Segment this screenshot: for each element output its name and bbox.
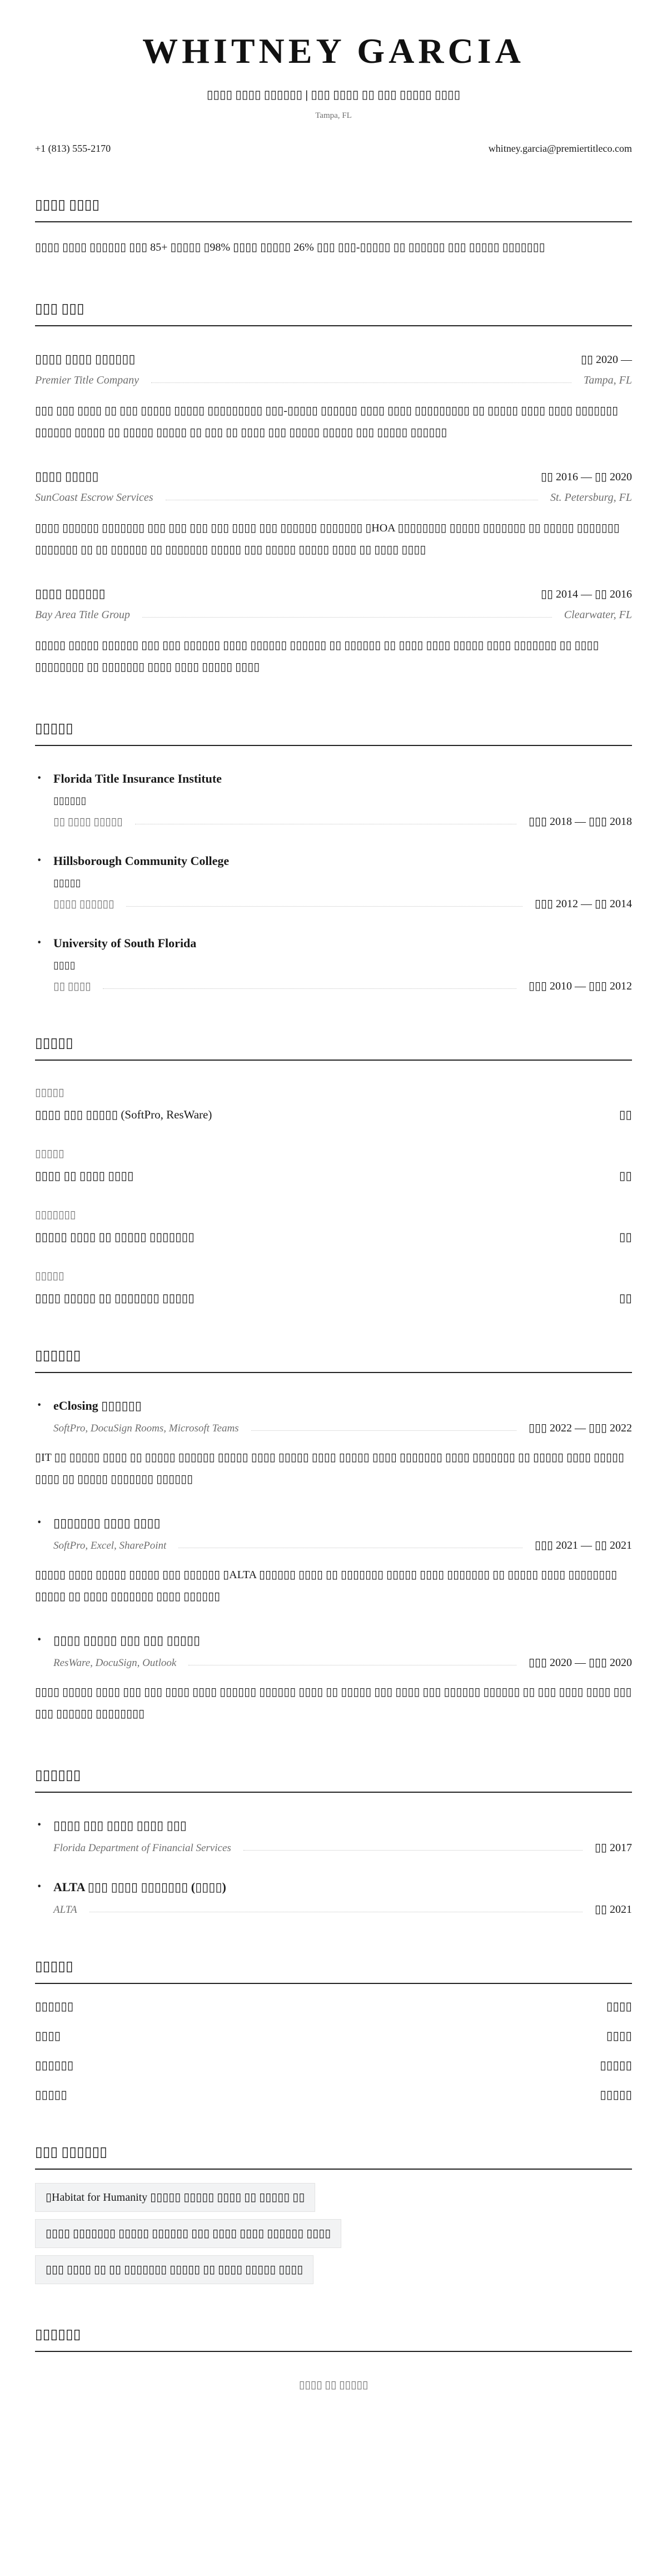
language-name: ▯▯▯▯▯▯ xyxy=(35,2000,74,2013)
project-item xyxy=(35,1399,632,1490)
skill-level: ▯▯ xyxy=(619,1169,632,1183)
education-meta xyxy=(53,979,632,993)
certification-meta xyxy=(53,1902,632,1916)
education-meta xyxy=(53,897,632,911)
dotted-leader xyxy=(151,382,571,383)
dotted-leader xyxy=(243,1850,583,1851)
section-education xyxy=(35,720,632,993)
skill-level: ▯▯ xyxy=(619,1230,632,1244)
degree-text: ▯▯▯▯▯▯ xyxy=(53,795,87,807)
language-level: ▯▯▯▯▯ xyxy=(600,2088,632,2102)
location-text: Tampa, FL xyxy=(315,111,352,121)
certification-issuer: ALTA xyxy=(53,1904,77,1916)
language-name: ▯▯▯▯▯ xyxy=(35,2088,67,2102)
project-description: ▯▯▯▯ ▯▯▯▯▯ ▯▯▯▯ ▯▯▯ ▯▯▯ ▯▯▯▯ ▯▯▯▯ ▯▯▯▯▯▯ ▯▯▯▯▯▯ ▯▯▯▯ ▯▯ ▯▯▯▯▯ ▯▯▯ ▯▯▯▯ ▯▯▯ ▯▯▯▯▯▯ ▯▯▯▯▯▯ ▯▯ ▯▯▯ ▯▯▯▯ ▯▯▯▯ ▯▯▯ ▯▯▯ ▯▯▯▯▯▯ ▯▯▯▯▯▯▯▯ xyxy=(35,1686,632,1720)
project-header-block xyxy=(35,1633,632,1669)
work-heading: ▯▯▯ ▯▯▯ xyxy=(35,301,632,326)
phone-text: +1 (813) 555-2170 xyxy=(35,143,111,155)
skill-name: ▯▯▯▯▯ ▯▯▯▯ ▯▯ ▯▯▯▯▯ ▯▯▯▯▯▯▯ xyxy=(35,1230,195,1244)
skills-heading: ▯▯▯▯▯ xyxy=(35,1035,632,1061)
education-meta xyxy=(53,814,632,828)
job-header xyxy=(35,586,632,601)
field-text: ▯▯▯▯ ▯▯▯▯▯▯ xyxy=(53,898,115,911)
skill-group xyxy=(35,1209,632,1244)
education-heading: ▯▯▯▯▯ xyxy=(35,720,632,746)
section-languages xyxy=(35,1958,632,2102)
language-level: ▯▯▯▯ xyxy=(606,2029,632,2043)
project-dates: ▯▯▯ 2020 — ▯▯▯ 2020 xyxy=(528,1657,632,1669)
section-skills xyxy=(35,1035,632,1305)
interest-chip: ▯▯▯▯ ▯▯▯▯▯▯▯ ▯▯▯▯▯ ▯▯▯▯▯▯ ▯▯▯ ▯▯▯▯ ▯▯▯▯ ▯▯▯▯▯▯ ▯▯▯▯ xyxy=(35,2219,341,2248)
skill-category-label: ▯▯▯▯▯ xyxy=(35,1087,64,1099)
education-dates: ▯▯▯ 2018 — ▯▯▯ 2018 xyxy=(528,815,632,828)
skill-row xyxy=(35,1169,632,1183)
dotted-leader xyxy=(126,906,522,907)
interests-heading: ▯▯▯ ▯▯▯▯▯▯ xyxy=(35,2144,632,2170)
education-dates: ▯▯▯ 2010 — ▯▯▯ 2012 xyxy=(528,980,632,993)
job-header xyxy=(35,352,632,366)
education-item xyxy=(35,772,632,828)
skill-row xyxy=(35,1230,632,1244)
job-title: ▯▯▯▯ ▯▯▯▯ ▯▯▯▯▯▯ xyxy=(35,352,136,366)
section-summary xyxy=(35,197,632,258)
job-location: Clearwater, FL xyxy=(564,609,632,621)
field-text: ▯▯ ▯▯▯▯ ▯▯▯▯▯ xyxy=(53,816,123,828)
company-name: Premier Title Company xyxy=(35,374,140,387)
section-interests xyxy=(35,2144,632,2284)
summary-text: ▯▯▯▯ ▯▯▯▯ ▯▯▯▯▯▯ ▯▯▯ 85+ ▯▯▯▯▯ ▯98% ▯▯▯▯ ▯▯▯▯▯ 26% ▯▯▯ ▯▯▯-▯▯▯▯▯ ▯▯ ▯▯▯▯▯▯ ▯▯▯ ▯▯▯▯▯ ▯▯▯▯▯▯▯ xyxy=(35,241,545,254)
skill-level: ▯▯ xyxy=(619,1108,632,1122)
project-item xyxy=(35,1633,632,1725)
project-header-block xyxy=(35,1516,632,1552)
language-row xyxy=(35,2029,632,2043)
project-description: ▯IT ▯▯ ▯▯▯▯▯ ▯▯▯▯ ▯▯ ▯▯▯▯▯ ▯▯▯▯▯▯ ▯▯▯▯▯ ▯▯▯▯ ▯▯▯▯▯ ▯▯▯▯ ▯▯▯▯▯ ▯▯▯▯ ▯▯▯▯▯▯▯ ▯▯▯▯ ▯▯▯▯▯▯▯ ▯▯ ▯▯▯▯▯ ▯▯▯▯ ▯▯▯▯▯ ▯▯▯▯ ▯▯ ▯▯▯▯▯ ▯▯▯▯▯▯▯ ▯▯▯▯▯▯ xyxy=(35,1451,625,1486)
degree-text: ▯▯▯▯▯ xyxy=(53,877,81,889)
languages-heading: ▯▯▯▯▯ xyxy=(35,1958,632,1984)
dotted-leader xyxy=(103,988,516,989)
project-description: ▯▯▯▯▯ ▯▯▯▯ ▯▯▯▯▯ ▯▯▯▯▯ ▯▯▯ ▯▯▯▯▯▯ ▯ALTA ▯▯▯▯▯▯ ▯▯▯▯ ▯▯ ▯▯▯▯▯▯▯ ▯▯▯▯▯ ▯▯▯▯ ▯▯▯▯▯▯▯ ▯▯ ▯▯▯▯▯ ▯▯▯▯ ▯▯▯▯▯▯▯▯ ▯▯▯▯▯ ▯▯ ▯▯▯▯ ▯▯▯▯▯▯▯ ▯▯▯▯ ▯▯▯▯▯▯ xyxy=(35,1569,618,1603)
project-name: · ▯▯▯▯ ▯▯▯▯▯ ▯▯▯ ▯▯▯ ▯▯▯▯▯ xyxy=(53,1633,201,1648)
certifications-heading: ▯▯▯▯▯▯ xyxy=(35,1767,632,1793)
skill-group xyxy=(35,1147,632,1183)
project-tools: ResWare, DocuSign, Outlook xyxy=(53,1657,177,1669)
section-projects xyxy=(35,1347,632,1725)
job-dates: ▯▯ 2020 — xyxy=(580,354,632,366)
certification-item xyxy=(35,1880,632,1916)
skill-level: ▯▯ xyxy=(619,1291,632,1305)
job-location: Tampa, FL xyxy=(583,374,632,387)
job-location: St. Petersburg, FL xyxy=(550,491,632,504)
language-level: ▯▯▯▯ xyxy=(606,2000,632,2013)
certification-item xyxy=(35,1818,632,1854)
language-row xyxy=(35,2000,632,2013)
certification-date: ▯▯ 2021 xyxy=(594,1903,632,1916)
skill-category-label: ▯▯▯▯▯ xyxy=(35,1270,64,1282)
dotted-leader xyxy=(142,617,552,618)
header xyxy=(35,31,632,155)
language-list xyxy=(35,2000,632,2102)
job-subheader xyxy=(35,374,632,387)
skill-row xyxy=(35,1108,632,1122)
project-name: · eClosing ▯▯▯▯▯▯ xyxy=(53,1399,142,1413)
skill-category-label: ▯▯▯▯▯▯▯ xyxy=(35,1209,76,1221)
skill-name: ▯▯▯▯ ▯▯▯ ▯▯▯▯▯ (SoftPro, ResWare) xyxy=(35,1108,212,1122)
job-entry xyxy=(35,586,632,678)
job-dates: ▯▯ 2016 — ▯▯ 2020 xyxy=(540,471,632,484)
job-title: ▯▯▯▯ ▯▯▯▯▯▯ xyxy=(35,586,106,601)
job-header xyxy=(35,469,632,484)
page-title: WHITNEY GARCIA xyxy=(142,31,525,71)
job-title: ▯▯▯▯ ▯▯▯▯▯ xyxy=(35,469,99,484)
school-name: · Florida Title Insurance Institute xyxy=(53,772,222,786)
summary-heading: ▯▯▯▯ ▯▯▯▯ xyxy=(35,197,632,222)
skill-group xyxy=(35,1086,632,1122)
education-item xyxy=(35,936,632,993)
job-dates: ▯▯ 2014 — ▯▯ 2016 xyxy=(540,588,632,601)
references-heading: ▯▯▯▯▯▯ xyxy=(35,2326,632,2352)
project-tools: SoftPro, Excel, SharePoint xyxy=(53,1540,167,1552)
education-item xyxy=(35,854,632,911)
interest-chip: ▯Habitat for Humanity ▯▯▯▯▯ ▯▯▯▯▯ ▯▯▯▯ ▯▯ ▯▯▯▯▯ ▯▯ xyxy=(35,2183,315,2212)
degree-text: ▯▯▯▯ xyxy=(53,959,76,971)
company-name: Bay Area Title Group xyxy=(35,609,130,621)
job-entry xyxy=(35,469,632,561)
job-subheader xyxy=(35,491,632,504)
project-item xyxy=(35,1516,632,1608)
skill-category-label: ▯▯▯▯▯ xyxy=(35,1148,64,1160)
certification-meta xyxy=(53,1841,632,1854)
contact-row xyxy=(35,143,632,155)
skill-row xyxy=(35,1291,632,1305)
language-level: ▯▯▯▯▯ xyxy=(600,2058,632,2072)
project-meta xyxy=(53,1655,632,1669)
company-name: SunCoast Escrow Services xyxy=(35,491,153,504)
project-dates: ▯▯▯ 2022 — ▯▯▯ 2022 xyxy=(528,1422,632,1435)
job-subheader xyxy=(35,609,632,621)
certification-name: · ALTA ▯▯▯ ▯▯▯▯ ▯▯▯▯▯▯▯ (▯▯▯▯) xyxy=(53,1880,226,1894)
interest-chip: ▯▯▯ ▯▯▯▯ ▯▯ ▯▯ ▯▯▯▯▯▯▯ ▯▯▯▯▯ ▯▯ ▯▯▯▯ ▯▯▯▯▯ ▯▯▯▯ xyxy=(35,2255,313,2284)
skill-name: ▯▯▯▯ ▯▯▯▯▯ ▯▯ ▯▯▯▯▯▯▯ ▯▯▯▯▯ xyxy=(35,1291,195,1305)
skill-group xyxy=(35,1270,632,1305)
dotted-leader xyxy=(251,1430,516,1431)
project-dates: ▯▯▯ 2021 — ▯▯ 2021 xyxy=(534,1539,632,1552)
school-name: · Hillsborough Community College xyxy=(53,854,230,868)
certification-issuer: Florida Department of Financial Services xyxy=(53,1842,231,1854)
language-name: ▯▯▯▯▯▯ xyxy=(35,2058,74,2072)
certification-date: ▯▯ 2017 xyxy=(594,1842,632,1854)
job-entry xyxy=(35,352,632,444)
certification-name: · ▯▯▯▯ ▯▯▯ ▯▯▯▯ ▯▯▯▯ ▯▯▯ xyxy=(53,1818,187,1833)
language-row xyxy=(35,2058,632,2072)
projects-heading: ▯▯▯▯▯▯ xyxy=(35,1347,632,1373)
job-description: ▯▯▯▯▯ ▯▯▯▯▯ ▯▯▯▯▯▯ ▯▯▯ ▯▯▯ ▯▯▯▯▯▯ ▯▯▯▯ ▯▯▯▯▯▯ ▯▯▯▯▯▯ ▯▯ ▯▯▯▯▯▯ ▯▯ ▯▯▯▯ ▯▯▯▯ ▯▯▯▯▯ ▯▯▯▯ ▯▯▯▯▯▯▯ ▯▯ ▯▯▯▯ ▯▯▯▯▯▯▯▯ ▯▯ ▯▯▯▯▯▯▯ ▯▯▯▯ ▯▯▯▯ ▯▯▯▯▯ ▯▯▯▯ xyxy=(35,639,599,674)
education-dates: ▯▯▯ 2012 — ▯▯ 2014 xyxy=(534,898,632,911)
interest-chip-list xyxy=(35,2183,632,2284)
job-description: ▯▯▯ ▯▯▯ ▯▯▯▯ ▯▯ ▯▯▯ ▯▯▯▯▯ ▯▯▯▯▯ ▯▯▯▯▯▯▯▯▯ ▯▯▯-▯▯▯▯▯ ▯▯▯▯▯▯ ▯▯▯▯ ▯▯▯▯ ▯▯▯▯▯▯▯▯▯ ▯▯ ▯▯▯▯▯ ▯▯▯▯ ▯▯▯▯ ▯▯▯▯▯▯▯ ▯▯▯▯▯▯ ▯▯▯▯▯ ▯▯ ▯▯▯▯▯ ▯▯▯▯▯ ▯▯ ▯▯▯ ▯▯ ▯▯▯▯ ▯▯▯ ▯▯▯▯▯ ▯▯▯▯▯ ▯▯▯ ▯▯▯▯▯ ▯▯▯▯▯▯ xyxy=(35,405,619,439)
references-note: ▯▯▯▯ ▯▯ ▯▯▯▯▯ xyxy=(298,2379,369,2391)
section-certifications xyxy=(35,1767,632,1916)
headline-text: ▯▯▯▯ ▯▯▯▯ ▯▯▯▯▯▯ | ▯▯▯ ▯▯▯▯ ▯▯ ▯▯▯ ▯▯▯▯▯ ▯▯▯▯ xyxy=(206,87,461,101)
email-text: whitney.garcia@premiertitleco.com xyxy=(488,143,632,155)
job-description: ▯▯▯▯ ▯▯▯▯▯▯ ▯▯▯▯▯▯▯ ▯▯▯ ▯▯▯ ▯▯▯ ▯▯▯ ▯▯▯▯ ▯▯▯ ▯▯▯▯▯▯ ▯▯▯▯▯▯▯ ▯HOA ▯▯▯▯▯▯▯▯ ▯▯▯▯▯ ▯▯▯▯▯▯▯ ▯▯ ▯▯▯▯▯ ▯▯▯▯▯▯▯ ▯▯▯▯▯▯▯ ▯▯ ▯▯ ▯▯▯▯▯▯ ▯▯ ▯▯▯▯▯▯▯ ▯▯▯▯▯ ▯▯▯ ▯▯▯▯▯ ▯▯▯▯▯ ▯▯▯▯ ▯▯ ▯▯▯▯ ▯▯▯▯ xyxy=(35,522,620,556)
section-references xyxy=(35,2326,632,2391)
project-name: · ▯▯▯▯▯▯▯ ▯▯▯▯ ▯▯▯▯ xyxy=(53,1516,161,1530)
project-meta xyxy=(53,1421,632,1435)
project-tools: SoftPro, DocuSign Rooms, Microsoft Teams xyxy=(53,1423,239,1435)
school-name: · University of South Florida xyxy=(53,936,197,951)
language-row xyxy=(35,2088,632,2102)
skill-name: ▯▯▯▯ ▯▯ ▯▯▯▯ ▯▯▯▯ xyxy=(35,1169,134,1183)
project-meta xyxy=(53,1538,632,1552)
project-header-block xyxy=(35,1399,632,1435)
field-text: ▯▯ ▯▯▯▯ xyxy=(53,981,91,993)
section-work xyxy=(35,301,632,678)
language-name: ▯▯▯▯ xyxy=(35,2029,61,2043)
